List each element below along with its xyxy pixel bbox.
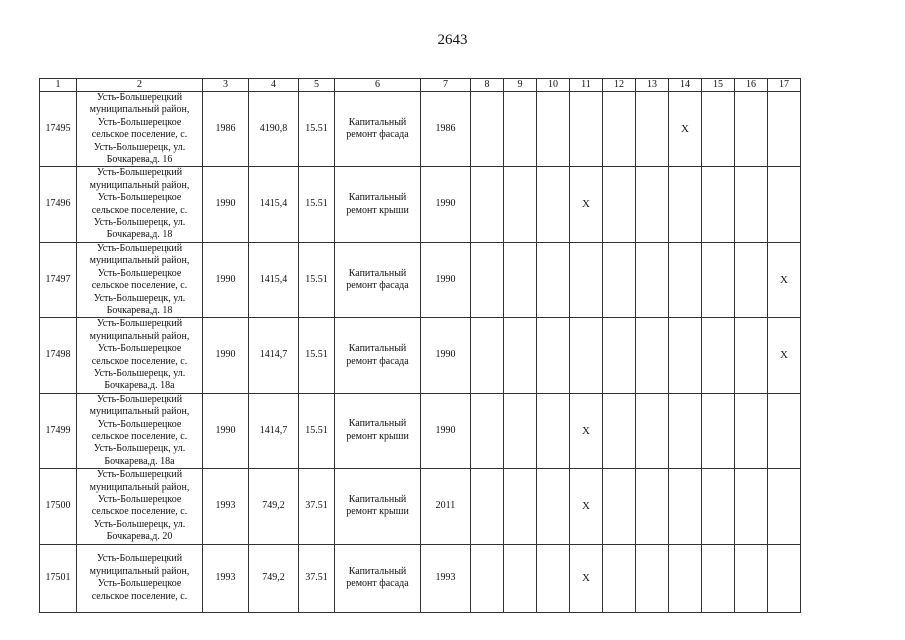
mark-cell-col-10 bbox=[537, 92, 570, 167]
address-line: сельское поселение, с. bbox=[91, 430, 188, 442]
mark-x: X bbox=[570, 469, 603, 544]
mark-cell-col-15 bbox=[702, 469, 735, 544]
address-cell bbox=[77, 318, 203, 393]
area-value: 1415,4 bbox=[249, 242, 299, 317]
mark-cell-col-14 bbox=[669, 393, 702, 468]
mark-x: X bbox=[570, 167, 603, 242]
repair-year: 1990 bbox=[421, 393, 471, 468]
table-row bbox=[40, 469, 801, 544]
address-line: муниципальный район, bbox=[89, 481, 190, 493]
build-year: 1990 bbox=[203, 318, 249, 393]
mark-cell-col-8 bbox=[471, 242, 504, 317]
mark-cell-col-12 bbox=[603, 544, 636, 612]
table-row bbox=[40, 242, 801, 317]
mark-cell-col-8 bbox=[471, 469, 504, 544]
table-row bbox=[40, 92, 801, 167]
mark-cell-col-13 bbox=[636, 318, 669, 393]
mark-cell-col-9 bbox=[504, 92, 537, 167]
address-line: Усть-Большерецкий bbox=[96, 92, 183, 103]
address-line: Бочкарева,д. 18 bbox=[106, 304, 173, 316]
mark-cell-col-9 bbox=[504, 393, 537, 468]
row-id: 17499 bbox=[40, 393, 77, 468]
mark-cell-col-13 bbox=[636, 167, 669, 242]
row-id: 17501 bbox=[40, 544, 77, 612]
work-type-line: Капитальный bbox=[348, 116, 407, 128]
mark-cell-col-10 bbox=[537, 393, 570, 468]
address-line: Усть-Большерецкий bbox=[96, 318, 183, 330]
address-line: Бочкарева,д. 18а bbox=[104, 380, 175, 392]
repair-year: 1986 bbox=[421, 92, 471, 167]
rate-value: 37.51 bbox=[299, 544, 335, 612]
mark-cell-col-9 bbox=[504, 544, 537, 612]
column-header: 2 bbox=[77, 79, 203, 92]
mark-cell-col-10 bbox=[537, 469, 570, 544]
column-header: 15 bbox=[702, 79, 735, 92]
address-line: Бочкарева,д. 18 bbox=[106, 229, 173, 241]
mark-cell-col-10 bbox=[537, 242, 570, 317]
mark-cell-col-17 bbox=[768, 544, 801, 612]
address-line: Усть-Большерецкое bbox=[97, 192, 182, 204]
repair-year: 2011 bbox=[421, 469, 471, 544]
address-cell bbox=[77, 167, 203, 242]
column-header: 4 bbox=[249, 79, 299, 92]
register-body bbox=[40, 79, 801, 613]
work-type-line: Капитальный bbox=[348, 493, 407, 505]
row-id: 17498 bbox=[40, 318, 77, 393]
column-header: 14 bbox=[669, 79, 702, 92]
mark-cell-col-9 bbox=[504, 318, 537, 393]
work-type bbox=[335, 318, 421, 393]
work-type-line: Капитальный bbox=[348, 192, 407, 204]
mark-cell-col-13 bbox=[636, 469, 669, 544]
column-header: 3 bbox=[203, 79, 249, 92]
address-line: Усть-Большерецкий bbox=[96, 167, 183, 179]
address-line: сельское поселение, с. bbox=[91, 355, 188, 367]
address-line: Бочкарева,д. 20 bbox=[106, 531, 173, 543]
mark-cell-col-12 bbox=[603, 242, 636, 317]
mark-x: X bbox=[768, 318, 801, 393]
mark-x: X bbox=[570, 544, 603, 612]
address-cell bbox=[77, 242, 203, 317]
address-cell bbox=[77, 393, 203, 468]
address-line: Усть-Большерецкое bbox=[97, 343, 182, 355]
mark-cell-col-9 bbox=[504, 242, 537, 317]
mark-cell-col-8 bbox=[471, 393, 504, 468]
repair-year: 1990 bbox=[421, 242, 471, 317]
mark-cell-col-17 bbox=[768, 92, 801, 167]
address-line: муниципальный район, bbox=[89, 330, 190, 342]
area-value: 749,2 bbox=[249, 469, 299, 544]
rate-value: 15.51 bbox=[299, 318, 335, 393]
address-line: Усть-Большерецкий bbox=[96, 393, 183, 405]
repair-year: 1990 bbox=[421, 318, 471, 393]
work-type-line: ремонт фасада bbox=[346, 280, 409, 292]
work-type-line: ремонт крыши bbox=[346, 204, 409, 216]
area-value: 1415,4 bbox=[249, 167, 299, 242]
area-value: 4190,8 bbox=[249, 92, 299, 167]
mark-cell-col-16 bbox=[735, 92, 768, 167]
mark-cell-col-11 bbox=[570, 318, 603, 393]
address-line: муниципальный район, bbox=[89, 179, 190, 191]
work-type bbox=[335, 92, 421, 167]
column-header: 17 bbox=[768, 79, 801, 92]
address-line: муниципальный район, bbox=[89, 104, 190, 116]
mark-cell-col-14 bbox=[669, 469, 702, 544]
mark-cell-col-14 bbox=[669, 242, 702, 317]
address-line: муниципальный район, bbox=[89, 255, 190, 267]
address-line: Усть-Большерецк, ул. bbox=[93, 367, 186, 379]
work-type bbox=[335, 544, 421, 612]
build-year: 1990 bbox=[203, 167, 249, 242]
address-line: муниципальный район, bbox=[89, 406, 190, 418]
column-header: 13 bbox=[636, 79, 669, 92]
mark-cell-col-13 bbox=[636, 544, 669, 612]
address-line: Усть-Большерецкое bbox=[97, 418, 182, 430]
address-line: Усть-Большерецкое bbox=[97, 578, 182, 590]
column-header: 5 bbox=[299, 79, 335, 92]
build-year: 1986 bbox=[203, 92, 249, 167]
build-year: 1990 bbox=[203, 242, 249, 317]
mark-cell-col-16 bbox=[735, 469, 768, 544]
mark-cell-col-16 bbox=[735, 242, 768, 317]
table-row bbox=[40, 167, 801, 242]
mark-cell-col-15 bbox=[702, 242, 735, 317]
address-line: Бочкарева,д. 16 bbox=[106, 154, 173, 166]
mark-cell-col-8 bbox=[471, 92, 504, 167]
mark-cell-col-14 bbox=[669, 544, 702, 612]
column-header: 7 bbox=[421, 79, 471, 92]
table-row bbox=[40, 544, 801, 612]
mark-cell-col-10 bbox=[537, 167, 570, 242]
repair-year: 1993 bbox=[421, 544, 471, 612]
mark-cell-col-12 bbox=[603, 318, 636, 393]
mark-cell-col-12 bbox=[603, 469, 636, 544]
mark-cell-col-12 bbox=[603, 393, 636, 468]
address-line: Усть-Большерецкий bbox=[96, 553, 183, 565]
mark-cell-col-14 bbox=[669, 167, 702, 242]
mark-cell-col-8 bbox=[471, 544, 504, 612]
mark-x: X bbox=[570, 393, 603, 468]
mark-cell-col-15 bbox=[702, 167, 735, 242]
build-year: 1993 bbox=[203, 469, 249, 544]
work-type-line: ремонт крыши bbox=[346, 430, 409, 442]
address-line: Усть-Большерецк, ул. bbox=[93, 518, 186, 530]
address-line: Усть-Большерецкий bbox=[96, 469, 183, 481]
column-header: 8 bbox=[471, 79, 504, 92]
row-id: 17497 bbox=[40, 242, 77, 317]
work-type bbox=[335, 469, 421, 544]
mark-cell-col-12 bbox=[603, 92, 636, 167]
work-type-line: Капитальный bbox=[348, 565, 407, 577]
address-cell bbox=[77, 469, 203, 544]
work-type-line: ремонт фасада bbox=[346, 355, 409, 367]
work-type-line: ремонт крыши bbox=[346, 506, 409, 518]
mark-cell-col-14 bbox=[669, 318, 702, 393]
address-line: Усть-Большерецкое bbox=[97, 116, 182, 128]
column-header: 11 bbox=[570, 79, 603, 92]
work-type-line: ремонт фасада bbox=[346, 129, 409, 141]
column-header: 12 bbox=[603, 79, 636, 92]
mark-cell-col-11 bbox=[570, 92, 603, 167]
address-line: сельское поселение, с. bbox=[91, 590, 188, 602]
column-header: 10 bbox=[537, 79, 570, 92]
row-id: 17495 bbox=[40, 92, 77, 167]
address-line: Усть-Большерецкое bbox=[97, 267, 182, 279]
area-value: 1414,7 bbox=[249, 318, 299, 393]
mark-cell-col-9 bbox=[504, 469, 537, 544]
rate-value: 15.51 bbox=[299, 393, 335, 468]
column-header: 16 bbox=[735, 79, 768, 92]
address-line: Усть-Большерецкое bbox=[97, 494, 182, 505]
rate-value: 15.51 bbox=[299, 242, 335, 317]
work-type bbox=[335, 242, 421, 317]
table-row bbox=[40, 318, 801, 393]
area-value: 749,2 bbox=[249, 544, 299, 612]
address-line: Усть-Большерецк, ул. bbox=[93, 292, 186, 304]
mark-cell-col-16 bbox=[735, 393, 768, 468]
register-table bbox=[39, 78, 801, 613]
mark-cell-col-16 bbox=[735, 318, 768, 393]
mark-cell-col-15 bbox=[702, 92, 735, 167]
address-line: сельское поселение, с. bbox=[91, 506, 188, 518]
column-header: 1 bbox=[40, 79, 77, 92]
rate-value: 15.51 bbox=[299, 167, 335, 242]
mark-cell-col-13 bbox=[636, 92, 669, 167]
mark-cell-col-10 bbox=[537, 544, 570, 612]
page-number: 2643 bbox=[437, 32, 468, 48]
work-type bbox=[335, 167, 421, 242]
address-cell bbox=[77, 544, 203, 612]
repair-year: 1990 bbox=[421, 167, 471, 242]
mark-cell-col-9 bbox=[504, 167, 537, 242]
mark-x: X bbox=[768, 242, 801, 317]
mark-cell-col-17 bbox=[768, 393, 801, 468]
table-row bbox=[40, 393, 801, 468]
work-type bbox=[335, 393, 421, 468]
mark-x: X bbox=[669, 92, 702, 167]
work-type-line: ремонт фасада bbox=[346, 578, 409, 590]
mark-cell-col-15 bbox=[702, 393, 735, 468]
address-line: сельское поселение, с. bbox=[91, 204, 188, 216]
mark-cell-col-15 bbox=[702, 318, 735, 393]
address-line: Усть-Большерецк, ул. bbox=[93, 217, 186, 229]
mark-cell-col-13 bbox=[636, 242, 669, 317]
rate-value: 37.51 bbox=[299, 469, 335, 544]
build-year: 1993 bbox=[203, 544, 249, 612]
mark-cell-col-15 bbox=[702, 544, 735, 612]
address-line: сельское поселение, с. bbox=[91, 280, 188, 292]
mark-cell-col-8 bbox=[471, 318, 504, 393]
work-type-line: Капитальный bbox=[348, 418, 407, 430]
mark-cell-col-17 bbox=[768, 167, 801, 242]
work-type-line: Капитальный bbox=[348, 343, 407, 355]
address-line: муниципальный район, bbox=[89, 565, 190, 577]
area-value: 1414,7 bbox=[249, 393, 299, 468]
mark-cell-col-12 bbox=[603, 167, 636, 242]
mark-cell-col-16 bbox=[735, 544, 768, 612]
mark-cell-col-16 bbox=[735, 167, 768, 242]
mark-cell-col-11 bbox=[570, 242, 603, 317]
mark-cell-col-8 bbox=[471, 167, 504, 242]
address-cell bbox=[77, 92, 203, 167]
column-header: 6 bbox=[335, 79, 421, 92]
address-line: Усть-Большерецк, ул. bbox=[93, 141, 186, 153]
work-type-line: Капитальный bbox=[348, 267, 407, 279]
mark-cell-col-10 bbox=[537, 318, 570, 393]
build-year: 1990 bbox=[203, 393, 249, 468]
mark-cell-col-17 bbox=[768, 469, 801, 544]
address-line: Усть-Большерецкий bbox=[96, 242, 183, 254]
column-header: 9 bbox=[504, 79, 537, 92]
row-id: 17496 bbox=[40, 167, 77, 242]
rate-value: 15.51 bbox=[299, 92, 335, 167]
address-line: Бочкарева,д. 18а bbox=[104, 455, 175, 467]
address-line: сельское поселение, с. bbox=[91, 129, 188, 141]
mark-cell-col-13 bbox=[636, 393, 669, 468]
address-line: Усть-Большерецк, ул. bbox=[93, 443, 186, 455]
header-row bbox=[40, 79, 801, 92]
row-id: 17500 bbox=[40, 469, 77, 544]
